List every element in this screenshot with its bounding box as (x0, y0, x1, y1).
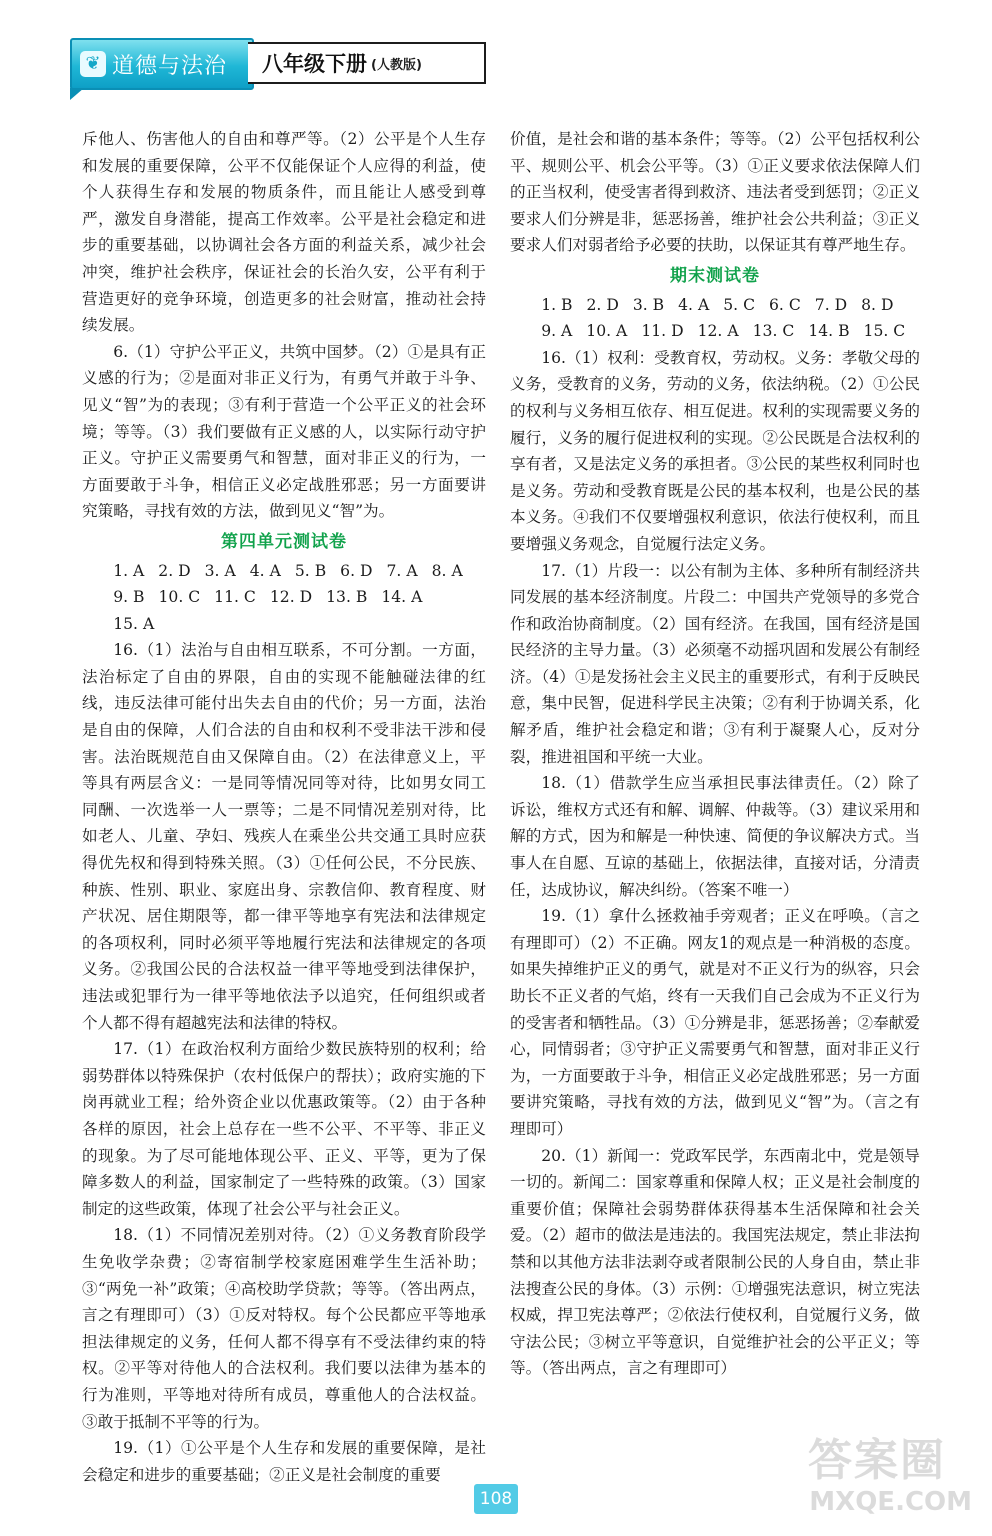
answer-key-item: 5. C (723, 295, 756, 314)
answer-paragraph: 20.（1）新闻一：党政军民学，东西南北中，党是领导一切的。新闻二：国家尊重和保障人权；正义是社会制度的重要价值；保障社会弱势群体获得基本生活保障和社会关爱。（2）超市的做法是违法的。我国宪法规定，禁止非法拘禁和以其他方法非法剥夺或者限制公民的人身自由，禁止非法搜查公民的身体。（3）示例：①增强宪法意识，树立宪法权威，捍卫宪法尊严；②依法行使权利，自觉履行义务，做守法公民；③树立平等意识，自觉维护社会的公平正义；等等。（答出两点，言之有理即可） (510, 1146, 920, 1378)
answer-key-item: 9. B (113, 588, 145, 607)
left-column (82, 126, 486, 1488)
answer-paragraph: 16.（1）法治与自由相互联系，不可分割。一方面，法治标定了自由的界限，自由的实现不能触碰法律的红线，违反法律可能付出失去自由的代价；另一方面，法治是自由的保障，人们合法的自由和权利不受非法干涉和侵害。法治既规范自由又保障自由。（2）在法律意义上，平等具有两层含义：一是同等情况同等对待，比如男女同工同酬、一次选举一人一票等；二是不同情况差别对待，比如老人、儿童、孕妇、残疾人在乘坐公共交通工具时应获得优先权和得到特殊关照。（3）①任何公民，不分民族、种族、性别、职业、家庭出身、宗教信仰、教育程度、财产状况、居住期限等，都一律平等地享有宪法和法律规定的各项权利，同时必须平等地履行宪法和法律规定的各项义务。②我国公民的合法权益一律平等地受到法律保护，违法或犯罪行为一律平等地依法予以追究，任何组织或者个人都不得有超越宪法和法律的特权。 (82, 641, 486, 1032)
watermark-url-text: MXQE.COM (809, 1487, 972, 1517)
answer-key-item: 13. C (752, 322, 795, 341)
answer-key-item: 4. A (249, 561, 281, 580)
watermark-cn-text: 答案圈 (808, 1435, 946, 1486)
answer-key-item: 2. D (158, 561, 191, 580)
answer-paragraph: 6.（1）守护公平正义，共筑中国梦。（2）①是具有正义感的行为；②是面对非正义行为，有勇气并敢于斗争、见义“智”为的表现；③有利于营造一个公平正义的社会环境；等等。（3）我们要做有正义感的人，以实际行动守护正义。守护正义需要勇气和智慧，面对非正义的行为，一方面要敢于斗争，相信正义必定战胜邪恶；另一方面要讲究策略，寻找有效的方法，做到见义“智”为。 (82, 342, 486, 521)
grade-title: 八年级下册 (262, 52, 367, 76)
edition-label: (人教版) (371, 57, 422, 73)
answer-key-item: 1. A (113, 561, 145, 580)
answer-key-item: 6. D (340, 561, 373, 580)
answer-key-item: 11. C (214, 588, 256, 607)
answer-key-item: 6. C (769, 295, 801, 314)
answer-key-item: 8. A (431, 561, 463, 580)
answer-key-item: 12. D (269, 588, 313, 607)
answer-key-item: 8. D (861, 295, 894, 314)
answer-key-item: 4. A (678, 295, 710, 314)
answer-paragraph: 18.（1）借款学生应当承担民事法律责任。（2）除了诉讼，维权方式还有和解、调解、仲裁等。（3）建议采用和解的方式，因为和解是一种快速、简便的争议解决方式。当事人在自愿、互谅的基础上，依据法律，直接对话，分清责任，达成协议，解决纠纷。（答案不唯一） (510, 774, 920, 899)
answer-paragraph: 斥他人、伤害他人的自由和尊严等。（2）公平是个人生存和发展的重要保障，公平不仅能保证个人应得的利益，使个人获得生存和发展的物质条件，而且能让人感受到尊严，激发自身潜能，提高工作效率。公平是社会稳定和进步的重要基础，以协调社会各方面的利益关系，减少社会冲突，维护社会秩序，保证社会的长治久安，公平有利于营造更好的竞争环境，创造更多的社会财富，推动社会持续发展。 (82, 130, 486, 335)
right-column (510, 126, 920, 1382)
answer-key-item: 13. B (326, 588, 368, 607)
subject-title: 道德与法治 (112, 53, 228, 79)
section-title: 期末测试卷 (670, 265, 760, 286)
answer-key-item: 11. D (641, 322, 684, 341)
answer-paragraph: 19.（1）①公平是个人生存和发展的重要保障，是社会稳定和进步的重要基础；②正义是社会制度的重要 (82, 1439, 486, 1484)
answer-key-item: 3. A (204, 561, 236, 580)
watermark (808, 1436, 978, 1528)
grade-banner (248, 42, 486, 84)
answer-key-item: 12. A (697, 322, 739, 341)
banner-tail-decoration (70, 88, 84, 100)
answer-paragraph: 18.（1）不同情况差别对待。（2）①义务教育阶段学生免收学杂费；②寄宿制学校家庭困难学生生活补助；③“两免一补”政策；④高校助学贷款；等等。（答出两点，言之有理即可）（3）①反对特权。每个公民都应平等地承担法律规定的义务，任何人都不得享有不受法律约束的特权。②平等对待他人的合法权利。我们要以法律为基本的行为准则，平等地对待所有成员，尊重他人的合法权益。③敢于抵制不平等的行为。 (82, 1226, 486, 1431)
answer-key-row (82, 584, 486, 637)
answer-key-item: 5. B (294, 561, 327, 580)
answer-key-item: 7. D (814, 295, 848, 314)
page-number: 108 (474, 1484, 518, 1514)
answer-key-item: 7. A (386, 561, 418, 580)
answer-paragraph: 19.（1）拿什么拯救袖手旁观者；正义在呼唤。（言之有理即可）（2）不正确。网友1的观点是一种消极的态度。如果失掉维护正义的勇气，就是对不正义行为的纵容，只会助长不正义者的气焰，终有一天我们自己会成为不正义行为的受害者和牺牲品。（3）①分辨是非，惩恶扬善；②奉献爱心，同情弱者；③守护正义需要勇气和智慧，面对非正义行为，一方面要敢于斗争，相信正义必定战胜邪恶；另一方面要讲究策略，寻找有效的方法，做到见义“智”为。（言之有理即可） (510, 907, 920, 1138)
answer-key-row (82, 558, 486, 585)
answer-key-item: 1. B (541, 295, 573, 314)
answer-key-item: 14. A (381, 588, 423, 607)
leaf-logo-icon: ❦ (80, 51, 106, 77)
answer-paragraph: 价值，是社会和谐的基本条件；等等。（2）公平包括权利公平、规则公平、机会公平等。（3）①正义要求依法保障人们的正当权利，使受害者得到救济、违法者受到惩罚；②正义要求人们分辨是非，惩恶扬善，维护社会公共利益；③正义要求人们对弱者给予必要的扶助，以保证其有尊严地生存。 (510, 130, 920, 255)
answer-key-item: 10. A (586, 322, 628, 341)
answer-paragraph: 17.（1）片段一：以公有制为主体、多种所有制经济共同发展的基本经济制度。片段二：中国共产党领导的多党合作和政治协商制度。（2）国有经济。在我国，国有经济是国民经济的主导力量。（3）必须毫不动摇巩固和发展公有制经济。（4）①是发扬社会主义民主的重要形式，有利于反映民意，集中民智，促进科学民主决策；②有利于协调关系，化解矛盾，维护社会稳定和谐；③有利于凝聚人心，反对分裂，推进祖国和平统一大业。 (510, 561, 920, 766)
answer-key-item: 15. A (113, 614, 155, 633)
section-title: 第四单元测试卷 (221, 531, 347, 552)
answer-paragraph: 17.（1）在政治权利方面给少数民族特别的权利；给弱势群体以特殊保护（农村低保户的帮扶）；政府实施的下岗再就业工程；给外资企业以优惠政策等。（2）由于各种各样的原因，社会上总存在一些不公平、不平等、非正义的现象。为了尽可能地体现公平、正义、平等，更为了保障多数人的利益，国家制定了一些特殊的政策。（3）国家制定的这些政策，体现了社会公平与社会正义。 (82, 1040, 486, 1218)
page-header (70, 38, 490, 98)
answer-key-item: 2. D (586, 295, 619, 314)
answer-paragraph: 16.（1）权利：受教育权，劳动权。义务：孝敬父母的义务，受教育的义务，劳动的义务，依法纳税。（2）①公民的权利与义务相互依存、相互促进。权利的实现需要义务的履行，义务的履行促进权利的实现。②公民既是合法权利的享有者，又是法定义务的承担者。③公民的某些权利同时也是义务。劳动和受教育既是公民的基本权利，也是公民的基本义务。④我们不仅要增强权利意识，依法行使权利，而且要增强义务观念，自觉履行法定义务。 (510, 348, 920, 553)
answer-key-item: 3. B (632, 295, 665, 314)
answer-key-item: 14. B (808, 322, 850, 341)
answer-key-row (510, 292, 920, 319)
answer-key-item: 9. A (541, 322, 573, 341)
subject-banner (70, 38, 254, 90)
answer-key-item: 10. C (158, 588, 201, 607)
answer-key-row (510, 318, 920, 345)
answer-key-item: 15. C (863, 322, 906, 341)
